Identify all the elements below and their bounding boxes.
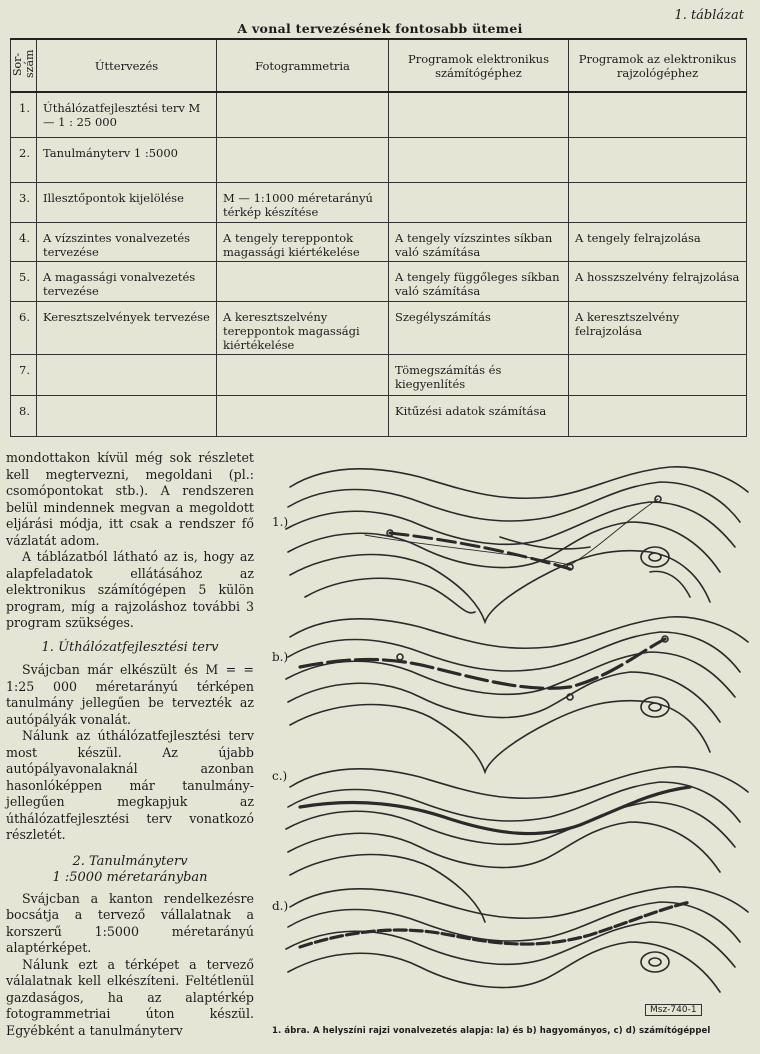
panel-label-d: d.) — [272, 899, 289, 913]
header-programok-rajzologep: Programok az elektronikus rajzológéphez — [569, 39, 747, 92]
paragraph: mondottakon kívül még sok részletet kell megtervezni, megoldani (pl.: csomópontokat stb.). A rendszeren belül mindennek megvan a megoldott eljárási módja, itt csak a rendszer fő vázlatát adom. — [6, 450, 254, 548]
table-row — [11, 92, 747, 138]
section-heading: 1. Úthálózatfejlesztési terv — [41, 639, 219, 655]
cell-rajzologep: A hosszszelvény felrajzolása — [569, 262, 747, 302]
cell-fotogrammetria — [217, 355, 389, 396]
cell-szamitogep: Kitűzési adatok számítása — [389, 396, 569, 437]
cell-uttervezes: A magassági vonalvezetés tervezése — [37, 262, 217, 302]
cell-fotogrammetria — [217, 262, 389, 302]
cell-fotogrammetria: M — 1:1000 méretarányú térkép készítése — [217, 183, 389, 223]
figure-stamp: Msz-740-1 — [645, 1004, 702, 1016]
contour-panel-b — [286, 617, 748, 772]
cell-uttervezes: Keresztszelvények tervezése — [37, 302, 217, 355]
cell-szamitogep: A tengely függőleges síkban való számítása — [389, 262, 569, 302]
row-number: 1. — [11, 92, 37, 138]
header-uttervezes: Úttervezés — [37, 39, 217, 92]
contour-panel-d — [286, 887, 748, 992]
row-number: 7. — [11, 355, 37, 396]
table-row — [11, 262, 747, 302]
row-number: 6. — [11, 302, 37, 355]
table-row — [11, 396, 747, 437]
paragraph: Svájcban a kanton rendelkezésre bocsátja a tervező vállalatnak a korszerű 1:5000 méretarányú alaptérképet. — [6, 890, 254, 955]
table-label: 1. táblázat — [674, 8, 744, 23]
row-number: 3. — [11, 183, 37, 223]
cell-szamitogep — [389, 183, 569, 223]
paragraph: Svájcban már elkészült és M = = 1:25 000 méretarányú térképen tanulmány jellegűen be tervezték az autópályák vonalát. — [6, 662, 254, 727]
header-programok-szamitogep: Programok elektronikus számítógéphez — [389, 39, 569, 92]
cell-rajzologep — [569, 138, 747, 183]
cell-rajzologep: A tengely felrajzolása — [569, 223, 747, 262]
panel-label-a: 1.) — [272, 515, 289, 529]
panel-label-b: b.) — [272, 650, 289, 664]
cell-szamitogep: Szegélyszámítás — [389, 302, 569, 355]
section-subheading: 1 :5000 méretarányban — [52, 870, 208, 885]
cell-szamitogep: A tengely vízszintes síkban való számítása — [389, 223, 569, 262]
contour-panel-c — [286, 767, 748, 922]
contour-map-illustration — [270, 447, 750, 1002]
table-row — [11, 223, 747, 262]
cell-fotogrammetria: A tengely tereppontok magassági kiértékelése — [217, 223, 389, 262]
schedule-table — [10, 38, 747, 437]
table-title: A vonal tervezésének fontosabb ütemei — [237, 21, 523, 36]
cell-fotogrammetria — [217, 138, 389, 183]
cell-uttervezes — [37, 355, 217, 396]
panel-label-c: c.) — [272, 769, 288, 783]
row-number: 8. — [11, 396, 37, 437]
cell-szamitogep — [389, 138, 569, 183]
cell-rajzologep — [569, 183, 747, 223]
cell-rajzologep: A keresztszelvény felrajzolása — [569, 302, 747, 355]
table-row — [11, 302, 747, 355]
body-text-column — [6, 450, 254, 1039]
row-number: 4. — [11, 223, 37, 262]
cell-rajzologep — [569, 355, 747, 396]
cell-rajzologep — [569, 92, 747, 138]
cell-fotogrammetria — [217, 92, 389, 138]
table-row — [11, 138, 747, 183]
table-row — [11, 355, 747, 396]
cell-uttervezes: Úthálózatfejlesztési terv M — 1 : 25 000 — [37, 92, 217, 138]
cell-szamitogep — [389, 92, 569, 138]
cell-rajzologep — [569, 396, 747, 437]
row-number: 2. — [11, 138, 37, 183]
cell-uttervezes: A vízszintes vonalvezetés tervezése — [37, 223, 217, 262]
cell-uttervezes: Illesztőpontok kijelölése — [37, 183, 217, 223]
cell-uttervezes — [37, 396, 217, 437]
cell-fotogrammetria: A keresztszelvény tereppontok magassági kiértékelése — [217, 302, 389, 355]
contour-panel-a — [286, 467, 748, 622]
section-heading: 2. Tanulmányterv — [72, 853, 188, 869]
row-number: 5. — [11, 262, 37, 302]
header-fotogrammetria: Fotogrammetria — [217, 39, 389, 92]
paragraph: A táblázatból látható az is, hogy az alapfeladatok ellátásához az elektronikus számítógépen 5 külön program, míg a rajzoláshoz további 3 program szükséges. — [6, 549, 254, 630]
contour-figure — [270, 447, 750, 1002]
cell-szamitogep: Tömegszámítás és kiegyenlítés — [389, 355, 569, 396]
header-sorszam: Sor-szám — [11, 39, 37, 92]
cell-uttervezes: Tanulmányterv 1 :5000 — [37, 138, 217, 183]
table-header-row — [11, 39, 747, 92]
paragraph: Nálunk az úthálózatfejlesztési terv most készül. Az újabb autópályavonalaknál azonban hasonlóképpen már tanulmány-jellegűen megkapjuk az úthálózatfejlesztési terv vonatkozó részletét. — [6, 728, 254, 842]
cell-fotogrammetria — [217, 396, 389, 437]
table-row — [11, 183, 747, 223]
paragraph: Nálunk ezt a térképet a tervező válalatnak kell elkészíteni. Feltétlenül gazdaságos, ha az alaptérkép fotogrammetriai úton készül. Egyébként a tanulmányterv — [6, 956, 254, 1038]
figure-caption: 1. ábra. A helyszíni rajzi vonalvezetés alapja: la) és b) hagyományos, c) d) számítógéppel — [272, 1026, 711, 1036]
